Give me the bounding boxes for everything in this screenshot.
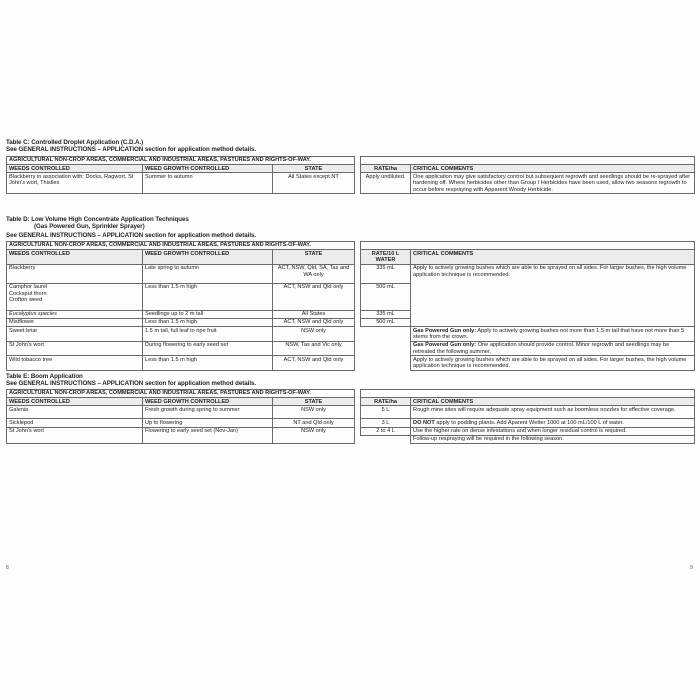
cell-weeds: St John's wort [7,341,143,356]
cell-weeds: Wild tobacco tree [7,356,143,371]
cell-rate: 500 mL [361,283,411,310]
header-comments: CRITICAL COMMENTS [411,165,695,173]
page-number-right: 9 [690,565,693,571]
table-d-caption: AGRICULTURAL NON-CROP AREAS, COMMERCIAL AND INDUSTRIAL AREAS, PASTURES AND RIGHTS-OF-WAY. [7,242,355,250]
cell-comments: Apply to actively growing bushes which are able to be sprayed on all sides. For larger bushes, the high volume application technique is recommended. [411,264,695,326]
header-comments: CRITICAL COMMENTS [411,250,695,265]
cell-rate: 500 mL [361,318,411,326]
cell-comments: Gas Powered Gun only: Apply to actively growing bushes not more than 1.5 m tall that have not more than 5 stems from the crown. [411,327,695,342]
cell-comments: Gas Powered Gun only: One application should provide control. Minor regrowth and seedlings may be retreated the following summer. [411,341,695,356]
cell-state: NSW only [273,327,355,342]
header-rate: RATE/ha [361,165,411,173]
cell-growth: Less than 1.5 m high [143,283,273,310]
header-state: STATE [273,250,355,265]
cell-growth: Up to flowering [143,419,273,427]
cell-state: ACT, NSW, Qld, SA, Tas and WA only [273,264,355,283]
page-number-left: 8 [6,565,9,571]
table-e [6,389,695,444]
cell-rate: 5 L [361,406,411,419]
cell-state: NSW only [273,427,355,443]
cell-weeds: Eucalyptus species [7,310,143,318]
header-weeds: WEEDS CONTROLLED [7,398,143,406]
cell-weeds: St John's wort [7,427,143,443]
cell-weeds: Sweet briar [7,327,143,342]
cell-state: NSW, Tas and Vic only [273,341,355,356]
header-state: STATE [273,165,355,173]
table-c [6,156,695,194]
table-row [7,341,695,356]
header-state: STATE [273,398,355,406]
cell-weeds: Mistflower [7,318,143,326]
cell-comments: Apply to actively growing bushes which are able to be sprayed on all sides. For larger bushes, the high volume application technique is recommended. [411,356,695,371]
table-row [7,427,695,435]
cell-growth: Summer to autumn [143,173,273,194]
cell-weeds: Sicklepod [7,419,143,427]
cell-growth: Seedlings up to 2 m tall [143,310,273,318]
table-c-caption: AGRICULTURAL NON-CROP AREAS, COMMERCIAL AND INDUSTRIAL AREAS, PASTURES AND RIGHTS-OF-WAY. [7,157,355,165]
header-rate: RATE/ha [361,398,411,406]
table-row [7,406,695,419]
cell-state: NSW only [273,406,355,419]
cell-growth: 1.5 m tall, full leaf to ripe fruit [143,327,273,342]
cell-rate: 335 mL [361,264,411,283]
cell-rate: 3 L [361,419,411,427]
table-row [7,173,695,194]
cell-comments: Rough mine sites will require adequate spray equipment such as boomless nozzles for effective coverage. [411,406,695,419]
cell-growth: Less than 1.5 m high [143,318,273,326]
cell-growth: During flowering to early seed set [143,341,273,356]
cell-weeds: Blackberry in association with: Docks, Ragwort, St John's wort, Thistles [7,173,143,194]
cell-comments: Follow-up respraying will be required in the following season. [411,435,695,443]
table-d [6,241,695,371]
cell-comments: DO NOT apply to podding plants. Add Aparent Wetter 1000 at 100 mL/100 L of water. [411,419,695,427]
header-weeds: WEEDS CONTROLLED [7,250,143,265]
table-c-subtitle: See GENERAL INSTRUCTIONS – APPLICATION section for application method details. [6,146,257,153]
table-d-title: Table D: Low Volume High Concentrate Application Techniques [6,216,189,223]
table-e-subtitle: See GENERAL INSTRUCTIONS – APPLICATION section for application method details. [6,380,257,387]
table-d-title-2: (Gas Powered Gun, Sprinkler Sprayer) [34,223,145,230]
cell-growth: Less than 1.5 m high [143,356,273,371]
table-e-title: Table E: Boom Application [6,373,83,380]
table-row [7,327,695,342]
header-rate: RATE/10 L WATER [361,250,411,265]
cell-rate: 2 to 4 L [361,427,411,435]
header-comments: CRITICAL COMMENTS [411,398,695,406]
table-row [7,264,695,283]
cell-growth: Fresh growth during spring to summer [143,406,273,419]
cell-growth: Flowering to early seed set (Nov-Jan) [143,427,273,443]
cell-state: All States except NT [273,173,355,194]
header-growth: WEED GROWTH CONTROLLED [143,165,273,173]
table-e-caption: AGRICULTURAL NON-CROP AREAS, COMMERCIAL AND INDUSTRIAL AREAS, PASTURES AND RIGHTS-OF-WAY. [7,390,355,398]
header-growth: WEED GROWTH CONTROLLED [143,250,273,265]
cell-comments: Use the higher rate on dense infestations and when longer residual control is required. [411,427,695,435]
cell-state: ACT, NSW and Qld only [273,283,355,310]
cell-state: ACT, NSW and Qld only [273,318,355,326]
header-growth: WEED GROWTH CONTROLLED [143,398,273,406]
cell-rate: Apply undiluted. [361,173,411,194]
cell-weeds: Galenia [7,406,143,419]
header-weeds: WEEDS CONTROLLED [7,165,143,173]
table-row [7,419,695,427]
cell-state: NT and Qld only [273,419,355,427]
cell-comments: One application may give satisfactory control but subsequent regrowth and seedlings should be re-sprayed after hardening off. Where herbicides other than Group I Herbicides have been used, allow two seasons regrowth to occur before respraying with Apparent Woody Herbicide. [411,173,695,194]
cell-weeds: Camphor laurel Cocksput thorn Crofton weed [7,283,143,310]
table-c-title: Table C: Controlled Droplet Application (C.D.A.) [6,139,144,146]
table-row [7,356,695,371]
cell-rate: 335 mL [361,310,411,318]
cell-growth: Late spring to autumn [143,264,273,283]
table-d-subtitle: See GENERAL INSTRUCTIONS – APPLICATION section for application method details. [6,232,257,239]
cell-weeds: Blackberry [7,264,143,283]
cell-state: ACT, NSW and Qld only [273,356,355,371]
cell-state: All States [273,310,355,318]
